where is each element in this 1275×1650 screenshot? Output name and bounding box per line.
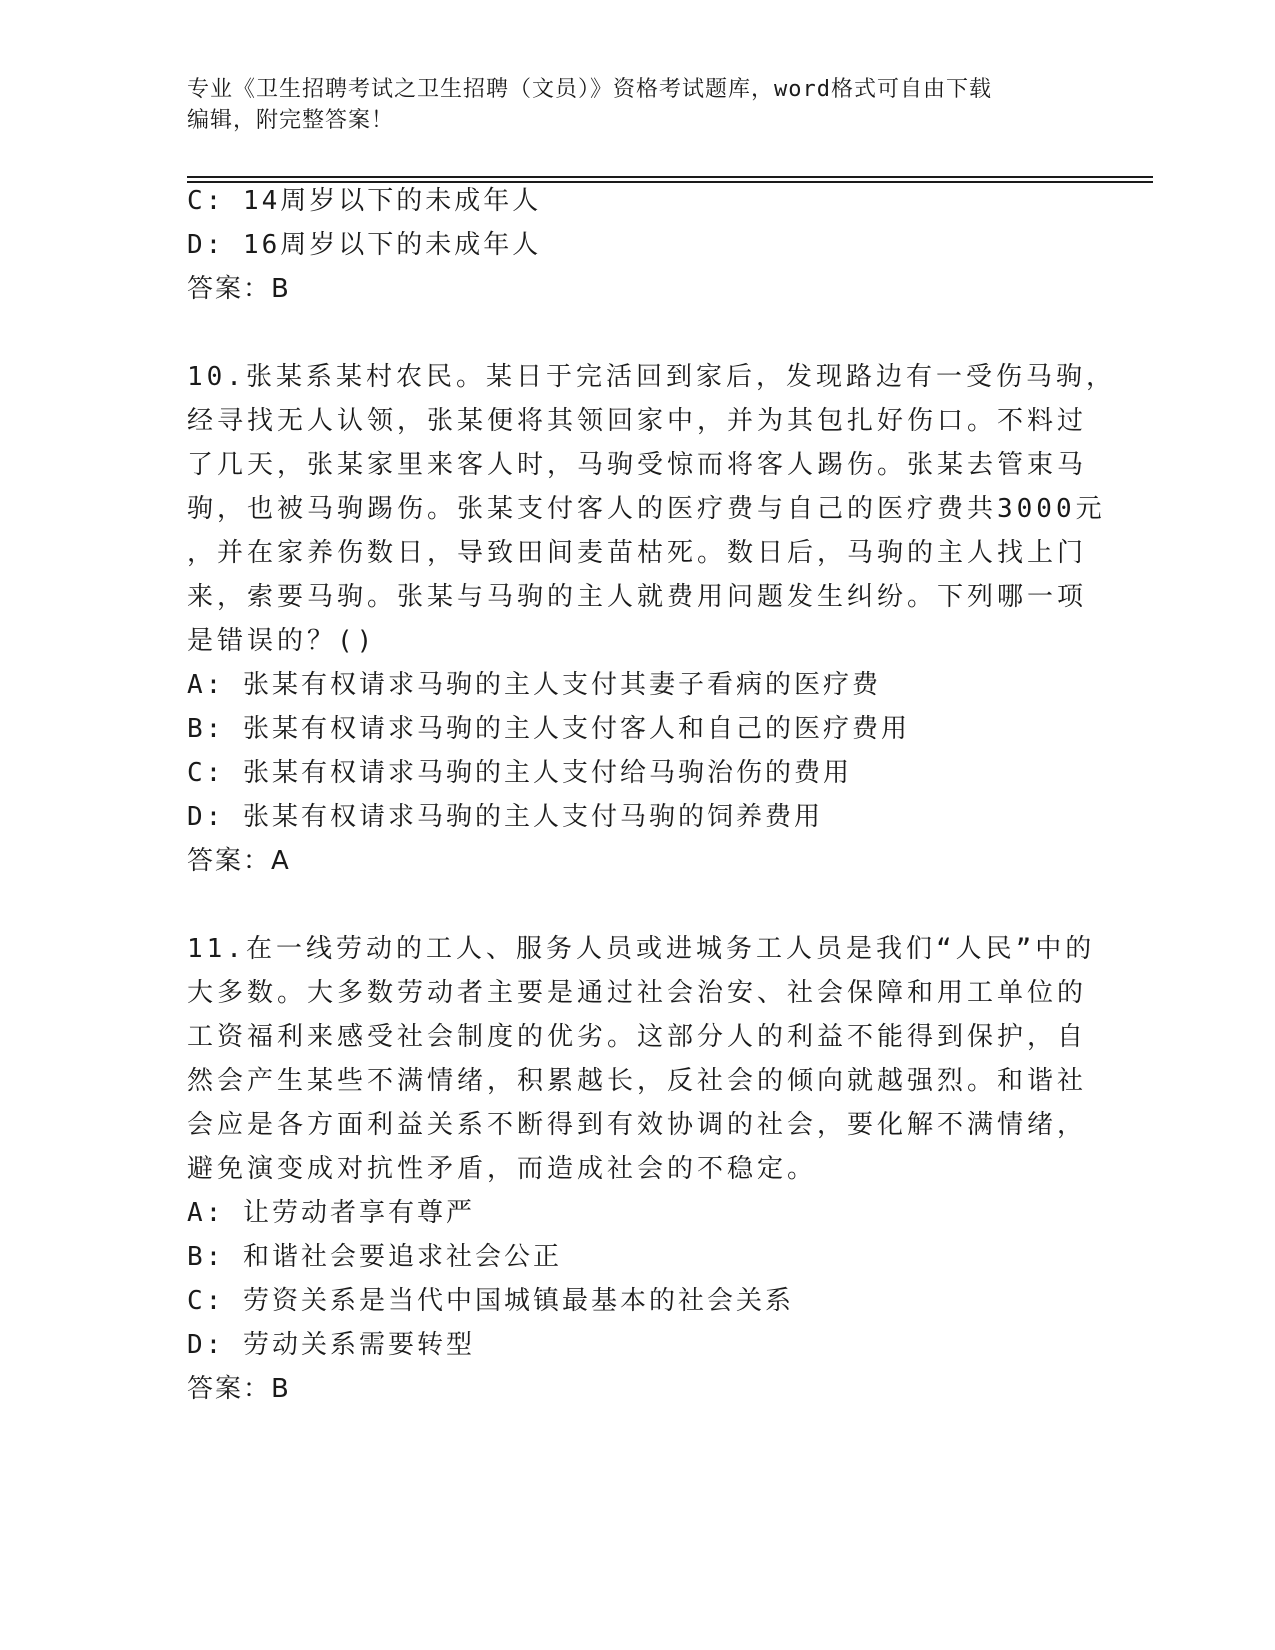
question-10-option-b: B: 张某有权请求马驹的主人支付客人和自己的医疗费用 [187, 714, 910, 744]
question-11-option-d: D: 劳动关系需要转型 [187, 1330, 475, 1360]
question-11-line: 大多数。大多数劳动者主要是通过社会治安、社会保障和用工单位的 [187, 978, 1088, 1008]
question-11-option-a: A: 让劳动者享有尊严 [187, 1198, 475, 1228]
question-10-option-a: A: 张某有权请求马驹的主人支付其妻子看病的医疗费 [187, 670, 881, 700]
question-10-line: 10.张某系某村农民。某日于完活回到家后，发现路边有一受伤马驹， [187, 362, 1116, 392]
question-11-option-b: B: 和谐社会要追求社会公正 [187, 1242, 562, 1272]
question-10-line: 驹，也被马驹踢伤。张某支付客人的医疗费与自己的医疗费共3000元 [187, 494, 1106, 524]
document-header [187, 74, 1067, 136]
question-11-line: 11.在一线劳动的工人、服务人员或进城务工人员是我们“人民”中的 [187, 934, 1096, 964]
prev-option-d: D: 16周岁以下的未成年人 [187, 230, 542, 260]
question-10-line: 经寻找无人认领，张某便将其领回家中，并为其包扎好伤口。不料过 [187, 406, 1088, 436]
question-10-option-d: D: 张某有权请求马驹的主人支付马驹的饲养费用 [187, 802, 823, 832]
header-line-1: 专业《卫生招聘考试之卫生招聘（文员）》资格考试题库，word格式可自由下载 [187, 77, 992, 102]
question-11-line: 然会产生某些不满情绪，积累越长，反社会的倾向就越强烈。和谐社 [187, 1066, 1088, 1096]
question-11-line: 工资福利来感受社会制度的优劣。这部分人的利益不能得到保护，自 [187, 1022, 1088, 1052]
prev-answer: 答案：B [187, 274, 291, 304]
question-10-answer: 答案：A [187, 846, 291, 876]
question-10-line: 是错误的？() [187, 626, 377, 656]
question-11-line: 会应是各方面利益关系不断得到有效协调的社会，要化解不满情绪， [187, 1110, 1088, 1140]
question-11-line: 避免演变成对抗性矛盾，而造成社会的不稳定。 [187, 1154, 818, 1184]
question-10-line: 了几天，张某家里来客人时，马驹受惊而将客人踢伤。张某去管束马 [187, 450, 1088, 480]
question-11-option-c: C: 劳资关系是当代中国城镇最基本的社会关系 [187, 1286, 794, 1316]
question-11-answer: 答案：B [187, 1374, 291, 1404]
question-10-line: ，并在家养伤数日，导致田间麦苗枯死。数日后，马驹的主人找上门 [187, 538, 1088, 568]
question-10-option-c: C: 张某有权请求马驹的主人支付给马驹治伤的费用 [187, 758, 852, 788]
header-line-2: 编辑，附完整答案！ [187, 108, 395, 133]
prev-option-c: C: 14周岁以下的未成年人 [187, 186, 542, 216]
question-10-line: 来，索要马驹。张某与马驹的主人就费用问题发生纠纷。下列哪一项 [187, 582, 1088, 612]
